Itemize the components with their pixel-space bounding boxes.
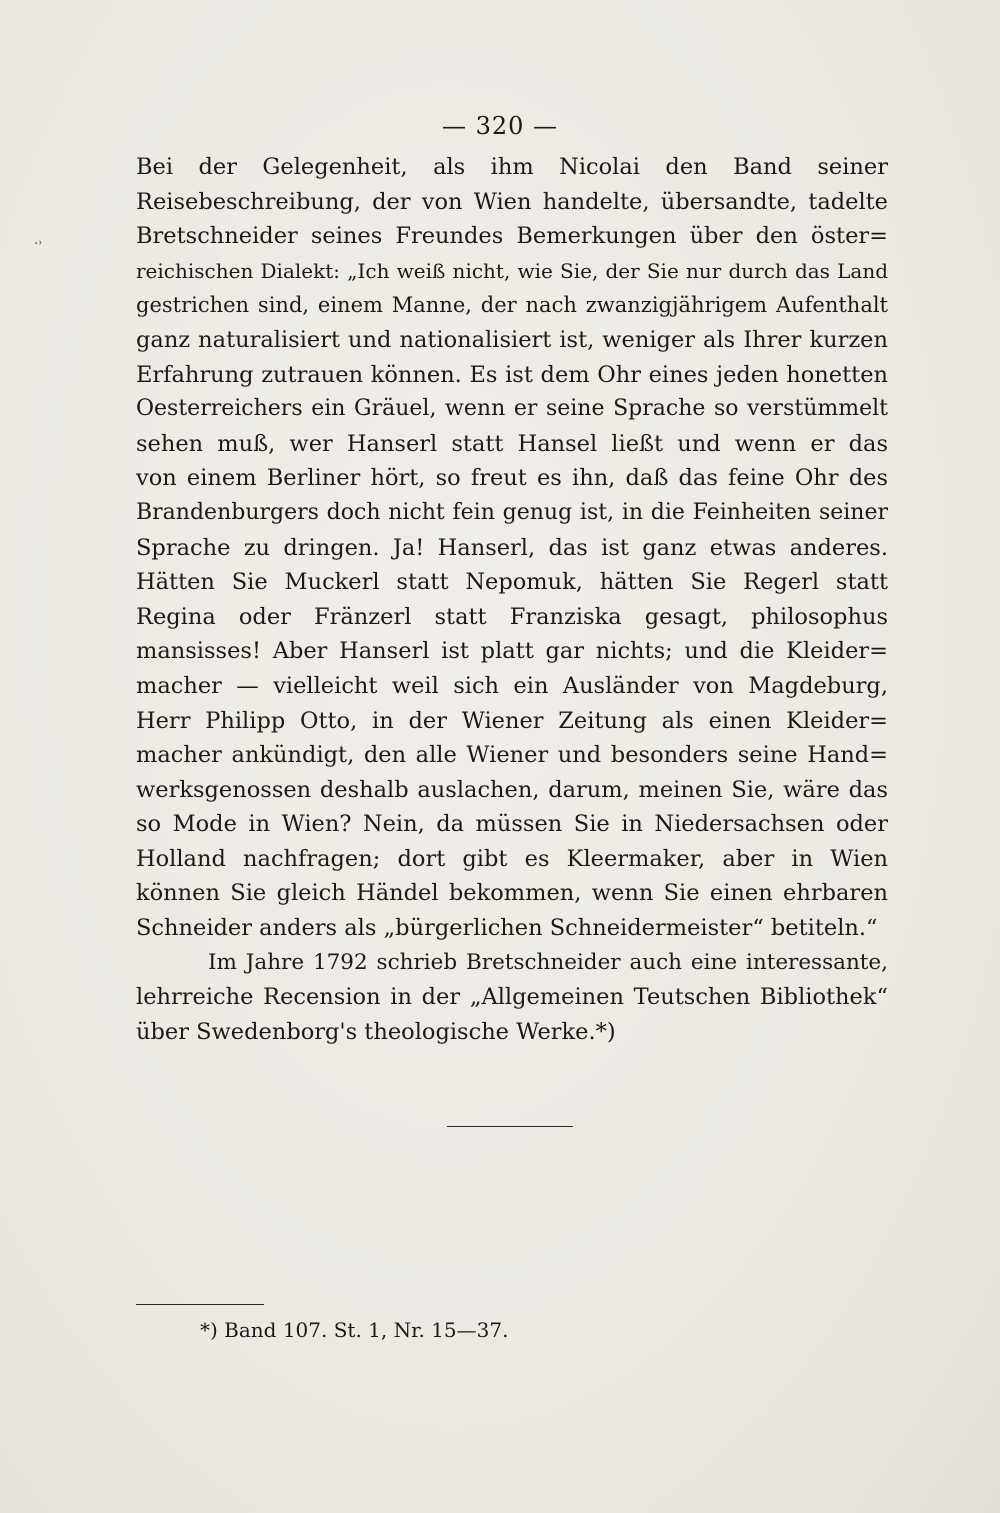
margin-mark: ·˒ <box>34 236 43 252</box>
text-line: Erfahrung zutrauen können. Es ist dem Ohr eines jeden honetten <box>136 361 888 388</box>
text-line: Holland nachfragen; dort gibt es Kleermaker, aber in Wien <box>136 845 888 872</box>
page-number: — 320 — <box>441 112 559 140</box>
text-line: Oesterreichers ein Gräuel, wenn er seine Sprache so verstümmelt <box>136 396 888 422</box>
text-line: Herr Philipp Otto, in der Wiener Zeitung als einen Kleider= <box>136 707 888 734</box>
footnote-rule <box>136 1304 264 1305</box>
footnote: *) Band 107. St. 1, Nr. 15—37. <box>200 1318 509 1342</box>
text-line: ganz naturalisiert und nationalisiert ist, weniger als Ihrer kurzen <box>136 326 888 353</box>
section-divider <box>447 1126 573 1127</box>
text-line: Bei der Gelegenheit, als ihm Nicolai den Band seiner <box>136 154 888 180</box>
text-line: Brandenburgers doch nicht fein genug ist, in die Feinheiten seiner <box>136 499 888 525</box>
text-line: mansisses! Aber Hanserl ist platt gar nichts; und die Kleider= <box>136 638 888 665</box>
text-line: macher — vielleicht weil sich ein Ausländer von Magdeburg, <box>136 672 888 699</box>
text-line: Regina oder Fränzerl statt Franziska gesagt, philosophus <box>136 603 888 630</box>
text-line: Im Jahre 1792 schrieb Bretschneider auch eine interessante, <box>208 949 888 975</box>
text-line: Schneider anders als „bürgerlichen Schneidermeister“ betiteln.“ <box>136 915 878 942</box>
text-line: Hätten Sie Muckerl statt Nepomuk, hätten Sie Regerl statt <box>136 569 888 596</box>
text-line: gestrichen sind, einem Manne, der nach zwanzigjährigem Aufenthalt <box>136 293 888 318</box>
text-line: macher ankündigt, den alle Wiener und besonders seine Hand= <box>136 742 888 769</box>
text-line: lehrreiche Recension in der „Allgemeinen Teutschen Bibliothek“ <box>136 984 888 1011</box>
text-line: werksgenossen deshalb auslachen, darum, meinen Sie, wäre das <box>136 776 888 803</box>
text-line: so Mode in Wien? Nein, da müssen Sie in Niedersachsen oder <box>136 811 888 838</box>
text-line: können Sie gleich Händel bekommen, wenn Sie einen ehrbaren <box>136 880 888 907</box>
text-line: sehen muß, wer Hanserl statt Hansel ließt und wenn er das <box>136 430 888 457</box>
body-text <box>136 150 888 1049</box>
text-line: von einem Berliner hört, so freut es ihn, daß das feine Ohr des <box>136 465 888 492</box>
text-line: über Swedenborg's theologische Werke.*) <box>136 1018 616 1045</box>
text-line: reichischen Dialekt: „Ich weiß nicht, wie Sie, der Sie nur durch das Land <box>136 258 888 283</box>
text-line: Sprache zu dringen. Ja! Hanserl, das ist ganz etwas anderes. <box>136 534 888 561</box>
text-line: Bretschneider seines Freundes Bemerkungen über den öster= <box>136 223 888 250</box>
text-line: Reisebeschreibung, der von Wien handelte, übersandte, tadelte <box>136 188 888 215</box>
